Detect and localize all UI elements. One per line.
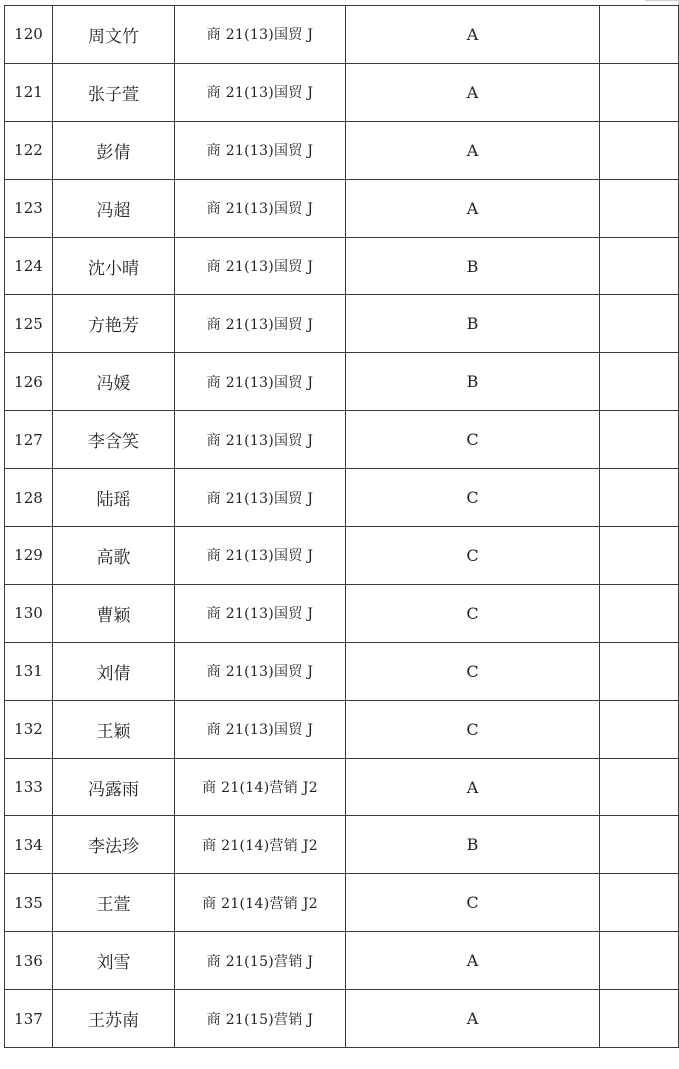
student-name-cell: 刘倩: [53, 642, 175, 700]
row-number-cell: 121: [5, 63, 53, 121]
grade-cell: C: [346, 874, 600, 932]
student-name-cell: 彭倩: [53, 121, 175, 179]
class-name-cell: 商 21(13)国贸 J: [175, 469, 346, 527]
student-name-cell: 李含笑: [53, 411, 175, 469]
student-name-cell: 高歌: [53, 527, 175, 585]
row-number-cell: 131: [5, 642, 53, 700]
grade-cell: A: [346, 758, 600, 816]
class-name-cell: 商 21(14)营销 J2: [175, 816, 346, 874]
class-name-cell: 商 21(13)国贸 J: [175, 63, 346, 121]
grade-cell: C: [346, 584, 600, 642]
table-row: [5, 353, 679, 411]
row-number-cell: 137: [5, 990, 53, 1048]
class-name-cell: 商 21(13)国贸 J: [175, 6, 346, 64]
student-name-cell: 冯露雨: [53, 758, 175, 816]
class-name-cell: 商 21(13)国贸 J: [175, 353, 346, 411]
class-name-cell: 商 21(15)营销 J: [175, 990, 346, 1048]
row-number-cell: 132: [5, 700, 53, 758]
grade-cell: A: [346, 6, 600, 64]
table-row: [5, 237, 679, 295]
student-grade-table: [4, 5, 679, 1048]
grade-cell: C: [346, 411, 600, 469]
student-name-cell: 周文竹: [53, 6, 175, 64]
remark-cell: [600, 411, 679, 469]
table-row: [5, 642, 679, 700]
table-row: [5, 758, 679, 816]
student-name-cell: 曹颖: [53, 584, 175, 642]
row-number-cell: 134: [5, 816, 53, 874]
table-body: [5, 6, 679, 1048]
row-number-cell: 133: [5, 758, 53, 816]
class-name-cell: 商 21(13)国贸 J: [175, 295, 346, 353]
remark-cell: [600, 758, 679, 816]
grade-cell: B: [346, 816, 600, 874]
row-number-cell: 120: [5, 6, 53, 64]
row-number-cell: 129: [5, 527, 53, 585]
remark-cell: [600, 527, 679, 585]
class-name-cell: 商 21(13)国贸 J: [175, 179, 346, 237]
table-row: [5, 584, 679, 642]
remark-cell: [600, 295, 679, 353]
class-name-cell: 商 21(13)国贸 J: [175, 700, 346, 758]
student-name-cell: 陆瑶: [53, 469, 175, 527]
grade-cell: A: [346, 179, 600, 237]
student-name-cell: 刘雪: [53, 932, 175, 990]
row-number-cell: 125: [5, 295, 53, 353]
row-number-cell: 130: [5, 584, 53, 642]
remark-cell: [600, 6, 679, 64]
table-row: [5, 179, 679, 237]
remark-cell: [600, 584, 679, 642]
table-row: [5, 874, 679, 932]
row-number-cell: 126: [5, 353, 53, 411]
class-name-cell: 商 21(14)营销 J2: [175, 758, 346, 816]
class-name-cell: 商 21(13)国贸 J: [175, 121, 346, 179]
remark-cell: [600, 179, 679, 237]
grade-cell: B: [346, 237, 600, 295]
table-row: [5, 6, 679, 64]
table-row: [5, 932, 679, 990]
row-number-cell: 124: [5, 237, 53, 295]
class-name-cell: 商 21(13)国贸 J: [175, 642, 346, 700]
table-row: [5, 63, 679, 121]
grade-cell: A: [346, 932, 600, 990]
class-name-cell: 商 21(13)国贸 J: [175, 584, 346, 642]
row-number-cell: 136: [5, 932, 53, 990]
remark-cell: [600, 469, 679, 527]
class-name-cell: 商 21(13)国贸 J: [175, 527, 346, 585]
student-name-cell: 冯超: [53, 179, 175, 237]
grade-cell: B: [346, 295, 600, 353]
grade-cell: A: [346, 990, 600, 1048]
student-name-cell: 沈小晴: [53, 237, 175, 295]
grade-cell: C: [346, 700, 600, 758]
grade-cell: C: [346, 527, 600, 585]
class-name-cell: 商 21(13)国贸 J: [175, 237, 346, 295]
remark-cell: [600, 990, 679, 1048]
table-row: [5, 295, 679, 353]
remark-cell: [600, 642, 679, 700]
row-number-cell: 128: [5, 469, 53, 527]
class-name-cell: 商 21(14)营销 J2: [175, 874, 346, 932]
student-name-cell: 王颖: [53, 700, 175, 758]
table-row: [5, 700, 679, 758]
class-name-cell: 商 21(13)国贸 J: [175, 411, 346, 469]
table-row: [5, 469, 679, 527]
table-row: [5, 990, 679, 1048]
student-name-cell: 王萱: [53, 874, 175, 932]
table-row: [5, 121, 679, 179]
row-number-cell: 123: [5, 179, 53, 237]
row-number-cell: 127: [5, 411, 53, 469]
remark-cell: [600, 121, 679, 179]
remark-cell: [600, 700, 679, 758]
student-name-cell: 张子萱: [53, 63, 175, 121]
remark-cell: [600, 874, 679, 932]
grade-cell: C: [346, 642, 600, 700]
row-number-cell: 122: [5, 121, 53, 179]
remark-cell: [600, 932, 679, 990]
student-name-cell: 王苏南: [53, 990, 175, 1048]
grade-cell: C: [346, 469, 600, 527]
remark-cell: [600, 816, 679, 874]
grade-cell: B: [346, 353, 600, 411]
remark-cell: [600, 63, 679, 121]
student-name-cell: 方艳芳: [53, 295, 175, 353]
student-name-cell: 冯媛: [53, 353, 175, 411]
class-name-cell: 商 21(15)营销 J: [175, 932, 346, 990]
row-number-cell: 135: [5, 874, 53, 932]
student-name-cell: 李法珍: [53, 816, 175, 874]
table-row: [5, 527, 679, 585]
remark-cell: [600, 353, 679, 411]
table-row: [5, 816, 679, 874]
grade-cell: A: [346, 121, 600, 179]
remark-cell: [600, 237, 679, 295]
grade-cell: A: [346, 63, 600, 121]
table-row: [5, 411, 679, 469]
